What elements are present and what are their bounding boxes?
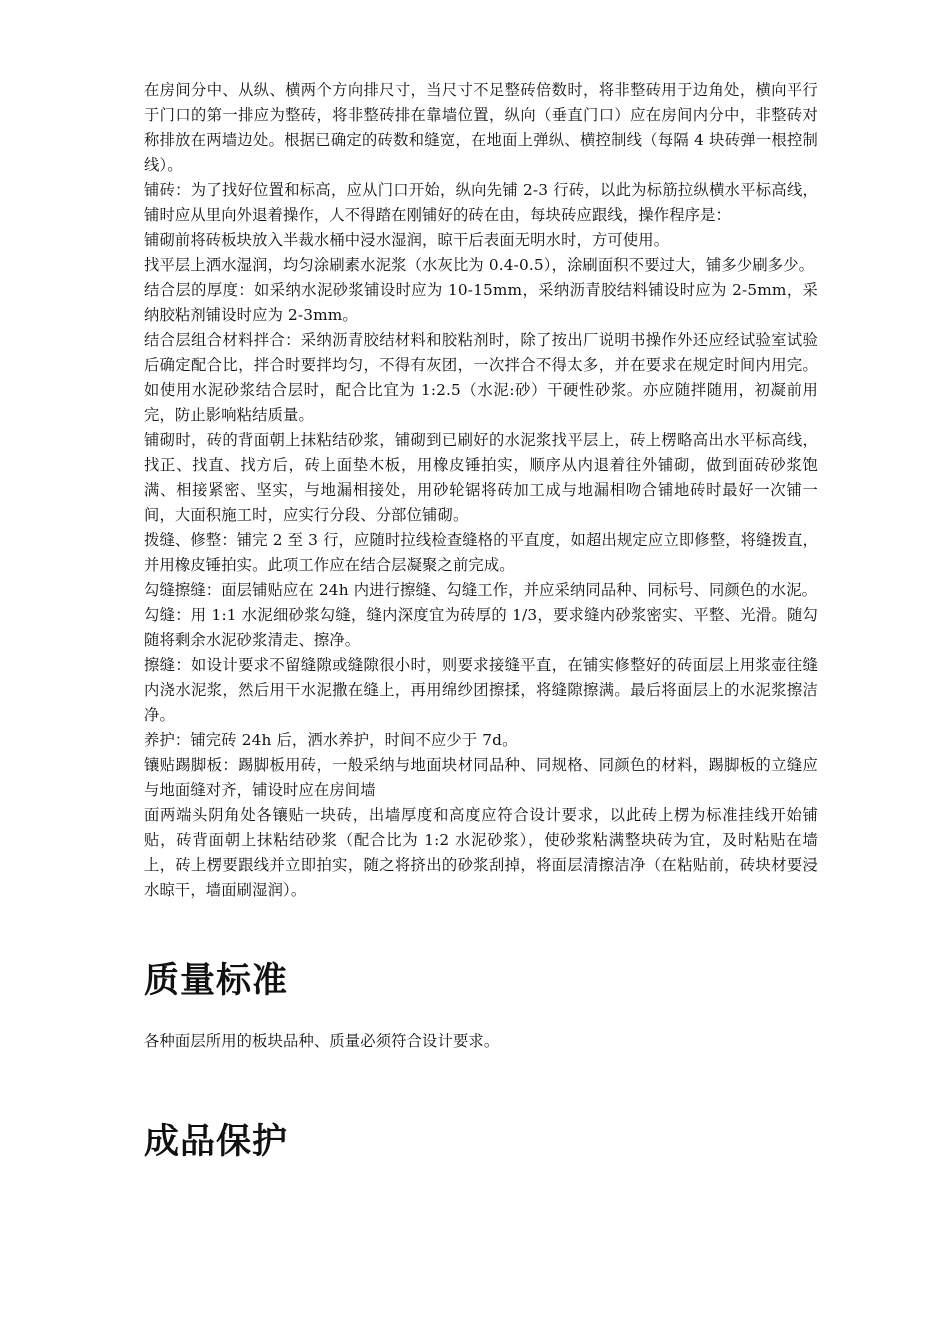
paragraph-bond-mixing: 结合层组合材料拌合：采纳沥青胶结材料和胶粘剂时，除了按出厂说明书操作外还应经试验室试验后确定配合比，拌合时要拌均匀，不得有灰团，一次拌合不得太多，并在要求在规定时间内用完。如使用水泥砂浆结合层时，配合比宜为 1:2.5（水泥:砂）干硬性砂浆。亦应随拌随用，初凝前用完，防止影响粘结质量。 <box>144 331 818 424</box>
paragraph-quality-standard: 各种面层所用的板块品种、质量必须符合设计要求。 <box>144 1032 500 1050</box>
paragraph-layout-grid: 在房间分中、从纵、横两个方向排尺寸，当尺寸不足整砖倍数时，将非整砖用于边角处，横向平行于门口的第一排应为整砖，将非整砖排在靠墙位置，纵向（垂直门口）应在房间内分中，非整砖对称排放在两墙边处。根据已确定的砖数和缝宽，在地面上弹纵、横控制线（每隔 4 块砖弹一根控制线）。 <box>144 81 818 174</box>
paragraph-curing: 养护：铺完砖 24h 后，洒水养护，时间不应少于 7d。 <box>144 731 518 749</box>
heading-quality-standard: 质量标准 <box>144 961 289 1001</box>
paragraph-joint-adjust: 拨缝、修整：铺完 2 至 3 行，应随时拉线检查缝格的平直度，如超出规定应立即修整，将缝拨直，并用橡皮锤拍实。此项工作应在结合层凝聚之前完成。 <box>144 531 818 574</box>
paragraph-skirting-continued: 面两端头阴角处各镶贴一块砖，出墙厚度和高度应符合设计要求，以此砖上楞为标准挂线开始铺贴，砖背面朝上抹粘结砂浆（配合比为 1:2 水泥砂浆），使砂浆粘满整块砖为宜，及时粘贴在墙上，砖上楞要跟线并立即拍实，随之将挤出的砂浆刮掉，将面层清擦洁净（在粘贴前，砖块材要浸水晾干，墙面刷湿润）。 <box>144 806 818 899</box>
paragraph-tiling: 铺砖：为了找好位置和标高，应从门口开始，纵向先铺 2-3 行砖，以此为标筋拉纵横水平标高线，铺时应从里向外退着操作，人不得踏在刚铺好的砖在由，每块砖应跟线，操作程序是： <box>144 181 818 224</box>
paragraph-grouting: 勾缝擦缝：面层铺贴应在 24h 内进行擦缝、勾缝工作，并应采纳同品种、同标号、同颜色的水泥。 <box>144 581 818 599</box>
paragraph-bond-thickness: 结合层的厚度：如采纳水泥砂浆铺设时应为 10-15mm，采纳沥青胶结料铺设时应为 2-5mm，采纳胶粘剂铺设时应为 2-3mm。 <box>144 281 818 324</box>
paragraph-wiping: 擦缝：如设计要求不留缝隙或缝隙很小时，则要求接缝平直，在铺实修整好的砖面层上用浆壶往缝内浇水泥浆，然后用干水泥撒在缝上，再用绵纱团擦揉，将缝隙擦满。最后将面层上的水泥浆擦洁净。 <box>144 656 818 724</box>
paragraph-pointing: 勾缝：用 1:1 水泥细砂浆勾缝，缝内深度宜为砖厚的 1/3，要求缝内砂浆密实、平整、光滑。随勾随将剩余水泥砂浆清走、擦净。 <box>144 606 818 649</box>
document-body <box>144 78 818 1164</box>
heading-product-protection: 成品保护 <box>144 1122 289 1162</box>
paragraph-skirting: 镶贴踢脚板：踢脚板用砖，一般采纳与地面块材同品种、同规格、同颜色的材料，踢脚板的立缝应与地面缝对齐，铺设时应在房间墙 <box>144 756 818 799</box>
paragraph-laying: 铺砌时，砖的背面朝上抹粘结砂浆，铺砌到已刷好的水泥浆找平层上，砖上楞略高出水平标高线，找正、找直、找方后，砖上面垫木板，用橡皮锤拍实，顺序从内退着往外铺砌，做到面砖砂浆饱满、相接紧密、坚实，与地漏相接处，用砂轮锯将砖加工成与地漏相吻合铺地砖时最好一次铺一间，大面积施工时，应实行分段、分部位铺砌。 <box>144 431 818 524</box>
paragraph-soaking: 铺砌前将砖板块放入半裁水桶中浸水湿润，晾干后表面无明水时，方可使用。 <box>144 231 670 249</box>
paragraph-leveling-layer: 找平层上洒水湿润，均匀涂刷素水泥浆（水灰比为 0.4-0.5），涂刷面积不要过大，铺多少刷多少。 <box>144 256 815 274</box>
